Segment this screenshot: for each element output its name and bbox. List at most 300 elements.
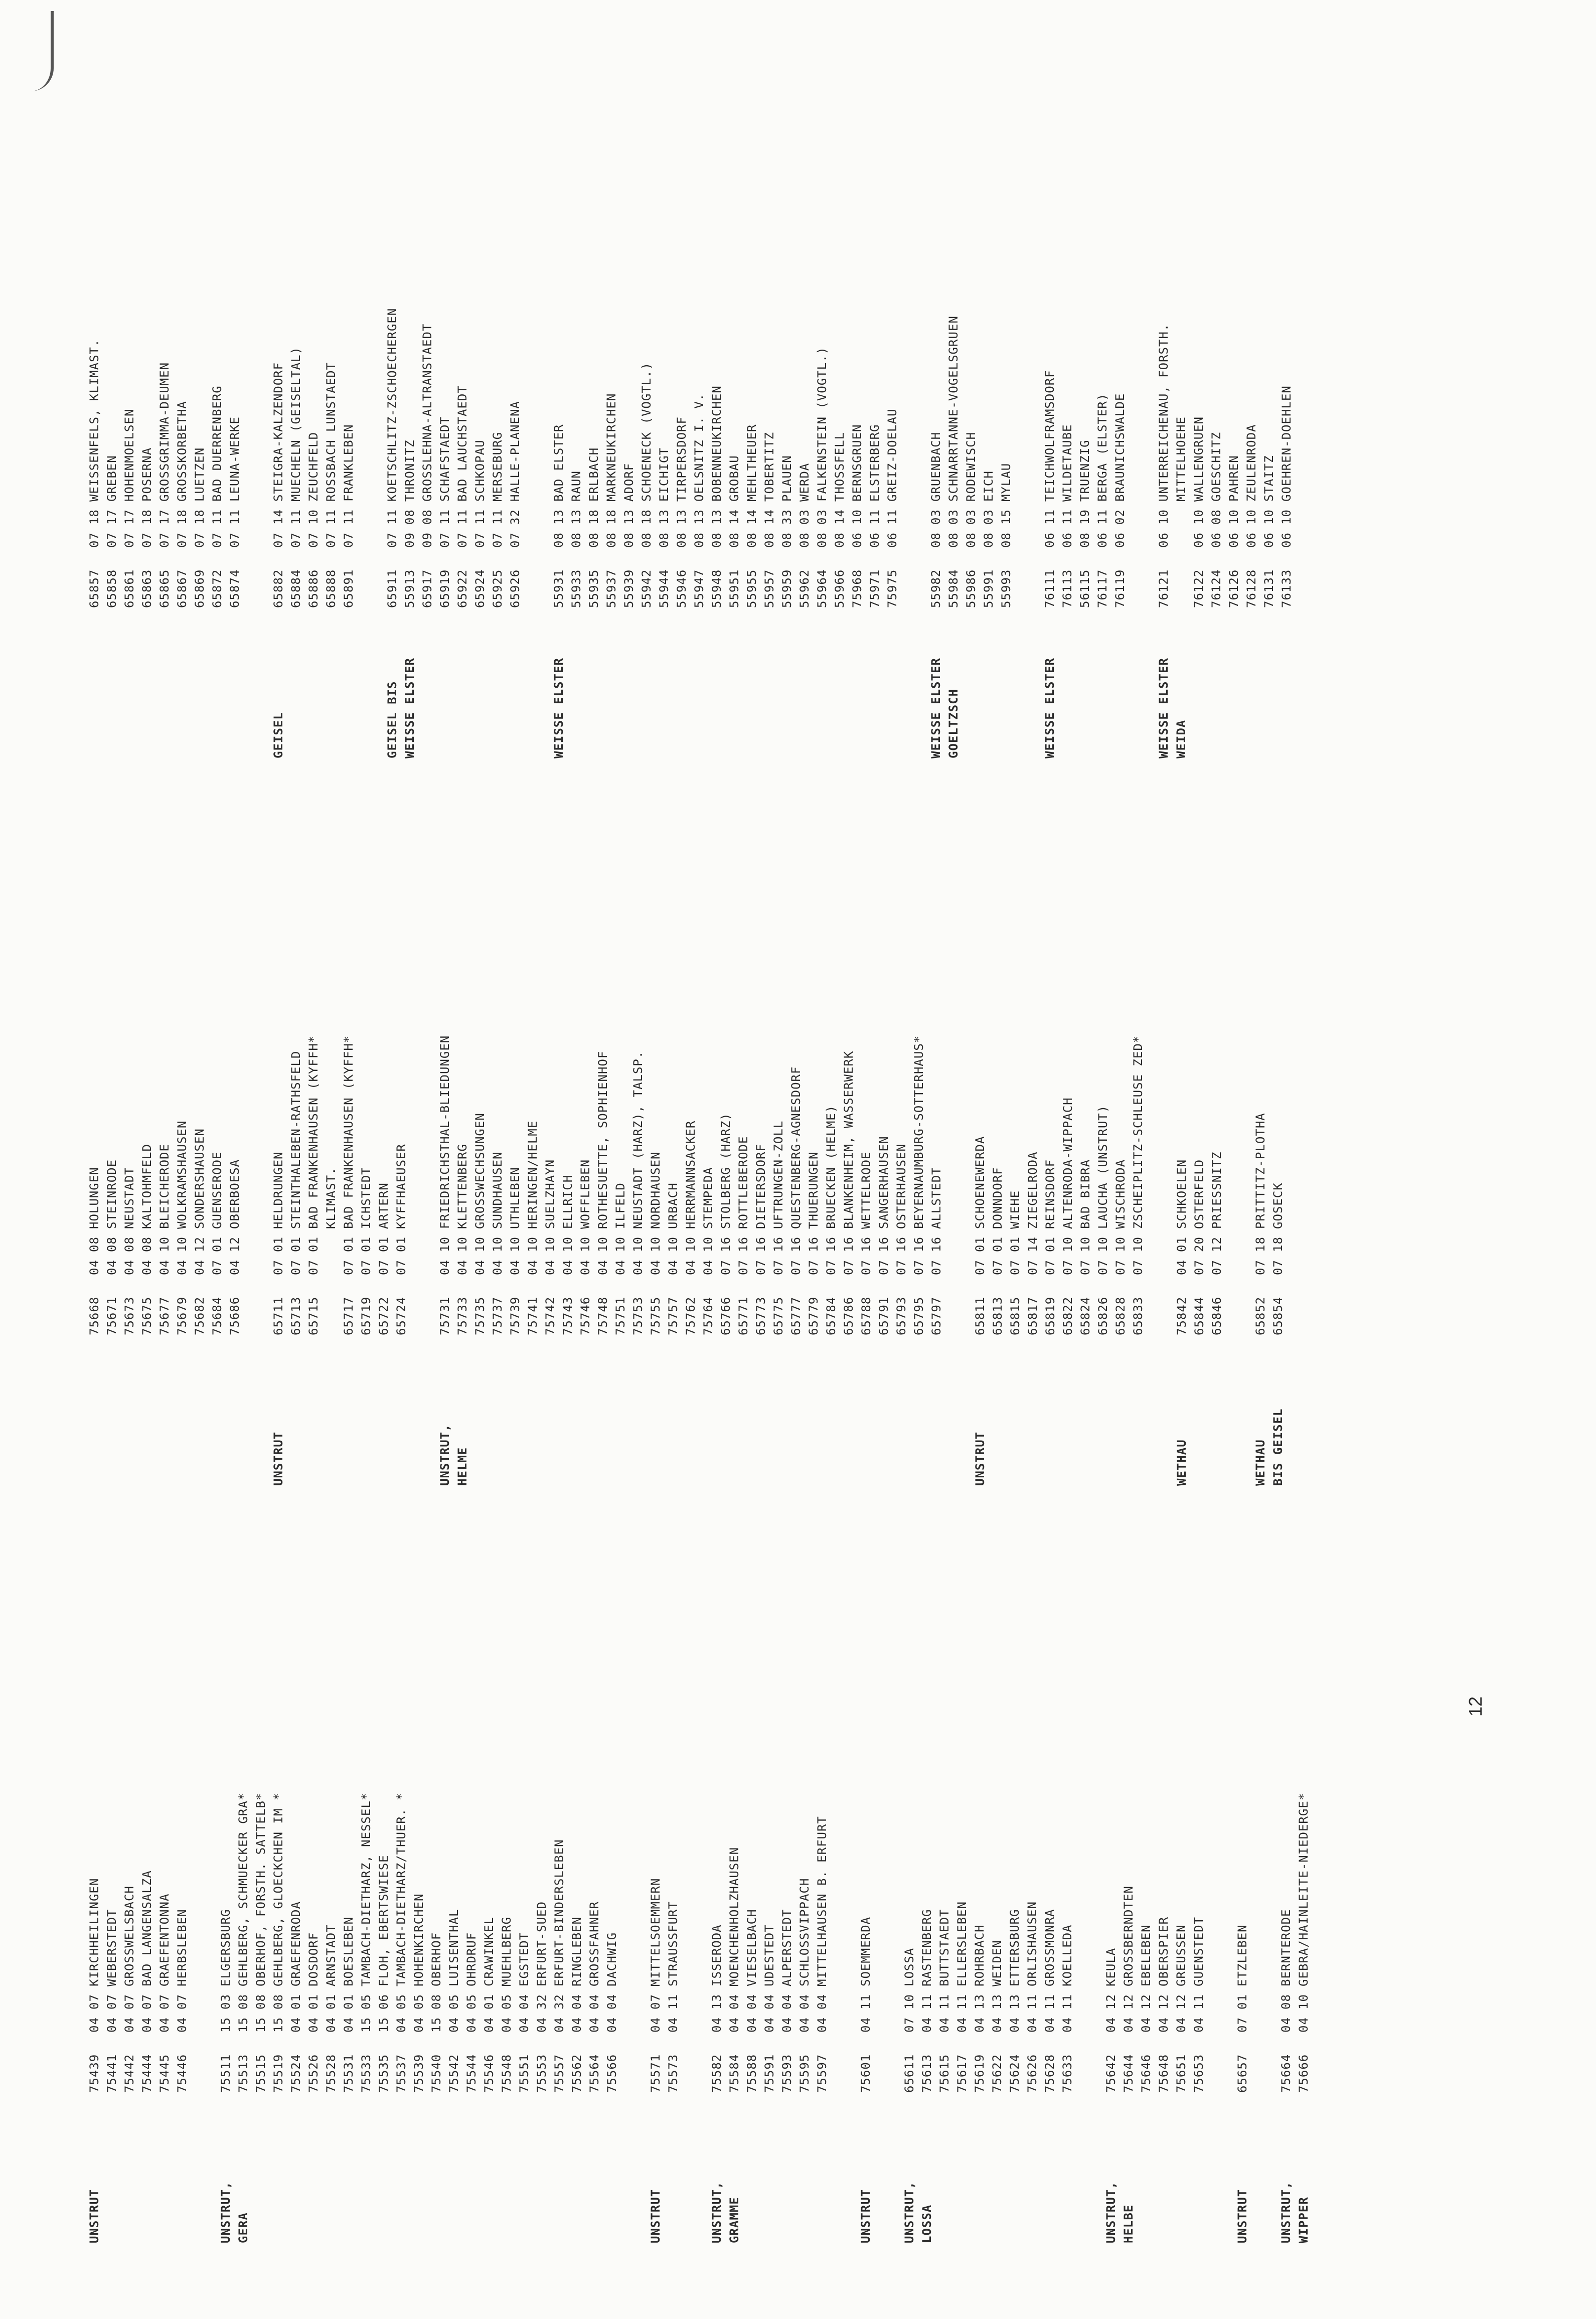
district-code: 07 (649, 1993, 663, 2009)
station-code: 75622 (990, 2054, 1004, 2093)
station-row (910, 763, 928, 1335)
station-code: 75548 (500, 2054, 514, 2093)
station-rows (857, 1521, 875, 2093)
station-row (568, 36, 585, 608)
region-code: 04 (535, 2017, 549, 2033)
station-name: HELDRUNGEN (271, 1151, 285, 1229)
station-code: 75593 (780, 2054, 794, 2093)
region-code: 07 (807, 1259, 821, 1275)
river-group (270, 36, 358, 758)
station-name: KLETTENBERG (455, 1143, 469, 1229)
station-row (323, 763, 340, 1335)
station-code: 55955 (745, 569, 759, 608)
station-name: MITTELSOEMMERN (649, 1878, 663, 1986)
station-code: 75646 (1139, 2054, 1153, 2093)
district-code: 01 (306, 1993, 321, 2009)
station-row (551, 1521, 568, 2093)
station-row (577, 763, 594, 1335)
station-code: 76128 (1244, 569, 1258, 608)
station-name: GEHLBERG, SCHMUECKER GRA* (236, 1792, 250, 1986)
district-code: 08 (254, 1993, 268, 2009)
district-code: 01 (289, 1236, 303, 1252)
region-code: 09 (403, 532, 417, 548)
station-row (866, 36, 884, 608)
station-row (1076, 36, 1094, 608)
station-row (805, 763, 823, 1335)
station-name: MOENCHENHOLZHAUSEN (727, 1846, 741, 1986)
station-code: 65852 (1253, 1296, 1267, 1335)
station-rows (1102, 1521, 1208, 2093)
district-code: 15 (999, 509, 1013, 525)
station-row (498, 1521, 516, 2093)
district-code: 02 (1113, 509, 1127, 525)
station-code: 65724 (394, 1296, 408, 1335)
station-row (86, 1521, 103, 2093)
region-code: 04 (605, 2017, 619, 2033)
station-row (270, 36, 287, 608)
region-code: 04 (955, 2017, 969, 2033)
station-row (252, 1521, 270, 2093)
station-code: 65874 (228, 569, 242, 608)
station-code: 76133 (1280, 569, 1294, 608)
station-code: 75551 (517, 2054, 531, 2093)
district-code: 13 (552, 509, 566, 525)
district-code: 10 (1061, 1236, 1075, 1252)
station-name: KOELLEDA (1060, 1924, 1074, 1986)
station-row (156, 1521, 174, 2093)
station-code: 65795 (912, 1296, 926, 1335)
station-name: DACHWIG (605, 1932, 619, 1986)
station-code: 75439 (87, 2054, 101, 2093)
station-code: 65797 (929, 1296, 943, 1335)
region-code: 07 (193, 532, 207, 548)
station-name: ILFELD (613, 1182, 627, 1229)
station-name: BLANKENHEIM, WASSERWERK (842, 1050, 856, 1229)
river-label: UNSTRUT, GRAMME (710, 2181, 741, 2243)
district-code: 11 (455, 509, 469, 525)
district-code: 11 (289, 509, 303, 525)
station-code: 75644 (1122, 2054, 1136, 2093)
region-code: 04 (1297, 2017, 1311, 2033)
station-row (682, 763, 700, 1335)
station-row (831, 36, 849, 608)
district-code: 10 (543, 1236, 557, 1252)
district-code: 11 (859, 1993, 873, 2009)
region-code: 07 (1235, 2017, 1249, 2033)
river-label: WETHAU BIS GEISEL (1253, 1408, 1285, 1486)
station-name: TEICHWOLFRAMSDORF (1043, 369, 1057, 502)
station-code: 76124 (1209, 569, 1223, 608)
station-row (1024, 1521, 1041, 2093)
station-row (1120, 1521, 1138, 2093)
region-code: 04 (87, 2017, 101, 2033)
region-code: 04 (508, 1259, 522, 1275)
station-code: 75619 (973, 2054, 987, 2093)
district-code: 08 (105, 1236, 119, 1252)
station-row (857, 1521, 875, 2093)
district-code: 33 (780, 509, 794, 525)
station-name: GROSSKORBETHA (175, 400, 189, 502)
station-code: 65833 (1131, 1296, 1145, 1335)
region-code: 07 (157, 532, 172, 548)
station-code: 75751 (613, 1296, 627, 1335)
region-code: 04 (394, 2017, 408, 2033)
station-column-2 (86, 763, 1313, 1486)
station-code: 65854 (1271, 1296, 1285, 1335)
region-code: 15 (271, 2017, 285, 2033)
station-code: 75531 (342, 2054, 356, 2093)
station-name: THRONITZ (403, 439, 417, 502)
region-code: 07 (394, 1259, 408, 1275)
river-label: UNSTRUT (649, 2189, 663, 2243)
region-code: 06 (885, 532, 899, 548)
station-code: 65791 (877, 1296, 891, 1335)
district-code: 01 (324, 1993, 338, 2009)
region-code: 07 (491, 532, 505, 548)
station-name: OHRDRUF (464, 1932, 478, 1986)
region-code: 04 (561, 1259, 575, 1275)
district-code: 16 (877, 1236, 891, 1252)
station-rows (972, 763, 1147, 1335)
station-name: RODEWISCH (964, 431, 978, 502)
station-name: MUECHELN (GEISELTAL) (289, 346, 303, 502)
district-code: 14 (727, 509, 741, 525)
station-code: 75441 (105, 2054, 119, 2093)
district-code: 04 (797, 1993, 812, 2009)
district-code (323, 1229, 340, 1252)
region-code: 04 (438, 1259, 452, 1275)
station-name: TOBERTITZ (762, 431, 776, 502)
station-code: 75540 (429, 2054, 443, 2093)
station-row (1059, 36, 1076, 608)
station-row (972, 763, 989, 1335)
station-code: 65925 (491, 569, 505, 608)
station-name: BLEICHERODE (157, 1143, 172, 1229)
district-code: 32 (535, 1993, 549, 2009)
station-name: OSTERFELD (1192, 1159, 1206, 1229)
region-code: 08 (622, 532, 636, 548)
station-name: FALKENSTEIN (VOGTL.) (815, 346, 829, 502)
station-name: PRITTITZ-PLOTHA (1253, 1112, 1267, 1229)
station-code: 65865 (157, 569, 172, 608)
station-code: 65773 (754, 1296, 768, 1335)
district-code: 01 (271, 1236, 285, 1252)
station-code: 76126 (1227, 569, 1241, 608)
station-rows (550, 36, 901, 608)
station-row (516, 1521, 533, 2093)
station-name: FRANKLEBEN (342, 424, 356, 502)
district-code: 11 (210, 509, 224, 525)
region-code: 08 (946, 532, 961, 548)
station-row (463, 1521, 481, 2093)
region-code: 04 (447, 2017, 461, 2033)
station-name: STEINRODE (105, 1159, 119, 1229)
region-code: 07 (991, 1259, 1005, 1275)
station-name: HERINGEN/HELME (526, 1120, 540, 1229)
station-code: 75664 (1279, 2054, 1293, 2093)
region-code: 04 (482, 2017, 496, 2033)
station-code: 75975 (885, 569, 899, 608)
region-code: 15 (359, 2017, 373, 2033)
region-code: 04 (157, 2017, 172, 2033)
station-code: 65861 (122, 569, 136, 608)
station-row (524, 763, 542, 1335)
region-code: 08 (780, 532, 794, 548)
district-code: 08 (403, 509, 417, 525)
station-name: URBACH (666, 1182, 680, 1229)
region-code: 08 (657, 532, 671, 548)
station-name: BRAUNICHSWALDE (1113, 393, 1127, 502)
region-code: 04 (990, 2017, 1004, 2033)
district-code: 11 (324, 509, 338, 525)
station-name: WEISSENFELS, KLIMAST. (87, 339, 101, 502)
region-code: 06 (1280, 532, 1294, 548)
station-name: ETZLEBEN (1235, 1924, 1249, 1986)
station-name: ARNSTADT (324, 1924, 338, 1986)
station-row (918, 1521, 936, 2093)
district-code: 14 (271, 509, 285, 525)
station-row (1252, 763, 1269, 1335)
district-code: 10 (1297, 1993, 1311, 2009)
station-name: LOSSA (902, 1947, 916, 1986)
district-code: 10 (1262, 509, 1276, 525)
district-code: 01 (1008, 1236, 1022, 1252)
region-code: 04 (464, 2017, 478, 2033)
station-rows (1155, 36, 1296, 608)
region-code: 07 (271, 1259, 285, 1275)
region-code: 08 (675, 532, 689, 548)
page-number: 12 (1465, 1696, 1486, 1717)
station-name: BAD LAUCHSTAEDT (455, 385, 469, 502)
station-name: PAHREN (1227, 454, 1241, 502)
region-code: 07 (1192, 1259, 1206, 1275)
station-row (1208, 763, 1226, 1335)
region-code: 07 (912, 1259, 926, 1275)
district-code: 10 (1078, 1236, 1092, 1252)
station-name: THOSSFELL (833, 431, 847, 502)
district-code: 10 (473, 1236, 487, 1252)
station-code: 65784 (824, 1296, 838, 1335)
station-name: GREIZ-DOELAU (885, 408, 899, 502)
station-code: 75445 (157, 2054, 172, 2093)
station-code: 75731 (438, 1296, 452, 1335)
station-code: 55939 (622, 569, 636, 608)
station-name: KIRCHHEILINGEN (87, 1878, 101, 1986)
scan-edge-mark (31, 11, 54, 91)
region-code: 04 (937, 2017, 951, 2033)
station-code: 55937 (604, 569, 618, 608)
station-row (612, 763, 629, 1335)
district-code: 13 (692, 509, 706, 525)
station-code: 75677 (157, 1296, 172, 1335)
river-label: WEISSE ELSTER (552, 657, 566, 758)
station-row (778, 1521, 796, 2093)
station-name: ALTENRODA-WIPPACH (1061, 1097, 1075, 1229)
station-row (340, 36, 358, 608)
station-code: 55959 (780, 569, 794, 608)
station-name: MERSEBURG (491, 431, 505, 502)
station-row (585, 36, 603, 608)
river-group (1278, 1521, 1313, 2243)
station-row (1007, 763, 1024, 1335)
station-name: HOHENKIRCHEN (412, 1893, 426, 1986)
station-row (665, 763, 682, 1335)
district-code: 08 (87, 1236, 101, 1252)
district-code: 01 (482, 1993, 496, 2009)
station-row (629, 763, 647, 1335)
station-code: 65813 (991, 1296, 1005, 1335)
district-code: 10 (508, 1236, 522, 1252)
station-row (1041, 1521, 1059, 2093)
station-row (287, 1521, 305, 2093)
region-code: 06 (1209, 532, 1223, 548)
region-code: 07 (1008, 1259, 1022, 1275)
station-row (323, 1521, 340, 2093)
river-group (1102, 1521, 1208, 2243)
district-code: 18 (1253, 1236, 1267, 1252)
station-name: GOSECK (1271, 1182, 1285, 1229)
station-name: MITTELHAUSEN B. ERFURT (815, 1815, 829, 1986)
station-row (568, 1521, 586, 2093)
station-row (927, 36, 945, 608)
station-name: MARKNEUKIRCHEN (604, 393, 618, 502)
station-row (603, 1521, 621, 2093)
region-code: 04 (1279, 2017, 1293, 2033)
region-code: 04 (1008, 2017, 1022, 2033)
station-code: 65817 (1026, 1296, 1040, 1335)
station-row (436, 36, 454, 608)
station-code: 65888 (324, 569, 338, 608)
station-code: 65777 (789, 1296, 803, 1335)
station-name: ALLSTEDT (929, 1166, 943, 1229)
river-group (550, 36, 901, 758)
station-code: 75597 (815, 2054, 829, 2093)
station-rows (86, 36, 244, 608)
station-row (638, 36, 656, 608)
region-code: 04 (526, 1259, 540, 1275)
station-rows (1041, 36, 1129, 608)
station-rows (1278, 1521, 1313, 2093)
station-rows (901, 1521, 1076, 2093)
station-name: ROHRBACH (973, 1924, 987, 1986)
station-row (1173, 36, 1190, 608)
station-code: 75682 (193, 1296, 207, 1335)
region-code: 04 (710, 2017, 724, 2033)
station-code: 75671 (105, 1296, 119, 1335)
district-code: 10 (1280, 509, 1294, 525)
station-name: STEINTHALEBEN-RATHSFELD (289, 1050, 303, 1229)
station-code: 65766 (719, 1296, 733, 1335)
station-row (726, 36, 743, 608)
station-name: PLAUEN (780, 454, 794, 502)
station-name: ELLRICH (561, 1174, 575, 1229)
station-name: WOFFLEBEN (578, 1159, 592, 1229)
district-code: 11 (885, 509, 899, 525)
river-label: GEISEL (271, 711, 285, 758)
station-row (1006, 1521, 1024, 2093)
station-row (1243, 36, 1260, 608)
station-rows (647, 1521, 682, 2093)
station-row (1138, 1521, 1155, 2093)
station-row (814, 36, 831, 608)
region-code: 07 (228, 532, 242, 548)
district-code: 01 (991, 1236, 1005, 1252)
region-code: 07 (105, 532, 119, 548)
station-code: 56115 (1078, 569, 1092, 608)
river-group (436, 763, 945, 1486)
district-code: 01 (359, 1236, 373, 1252)
region-code: 07 (175, 532, 189, 548)
district-code: 08 (429, 1993, 443, 2009)
station-name: WOLKRAMSHAUSEN (175, 1120, 189, 1229)
station-code: 75968 (850, 569, 864, 608)
station-code: 55931 (552, 569, 566, 608)
river-group (86, 763, 244, 1486)
station-code: 75748 (596, 1296, 610, 1335)
district-code: 18 (87, 509, 101, 525)
station-row (1111, 36, 1129, 608)
station-row (1041, 36, 1059, 608)
station-code: 65872 (210, 569, 224, 608)
region-code: 04 (473, 1259, 487, 1275)
station-name: GROSSWECHSUNGEN (473, 1112, 487, 1229)
station-code: 75513 (236, 2054, 250, 2093)
station-name: KALTOHMFELD (140, 1143, 154, 1229)
station-code: 55984 (946, 569, 961, 608)
region-code: 04 (1025, 2017, 1039, 2033)
district-code: 11 (1043, 509, 1057, 525)
district-code: 10 (1113, 1236, 1128, 1252)
region-code: 04 (762, 2017, 776, 2033)
station-row (717, 763, 735, 1335)
station-code: 55993 (999, 569, 1013, 608)
district-code: 03 (219, 1993, 233, 2009)
station-row (305, 36, 323, 608)
district-code: 12 (1104, 1993, 1118, 2009)
river-label: GEISEL BIS WEISSE ELSTER (385, 657, 417, 758)
region-code: 04 (1043, 2017, 1057, 2033)
region-code: 04 (517, 2017, 531, 2033)
station-row (559, 763, 577, 1335)
station-name: OBERHOF, FORSTH. SATTELB* (254, 1792, 268, 1986)
region-code: 15 (219, 2017, 233, 2033)
district-code: 10 (649, 1236, 663, 1252)
station-code: 75648 (1157, 2054, 1171, 2093)
station-code: 65858 (105, 569, 119, 608)
station-code: 75737 (491, 1296, 505, 1335)
station-code: 75571 (649, 2054, 663, 2093)
station-row (603, 36, 620, 608)
district-code: 10 (902, 1993, 916, 2009)
region-code: 04 (455, 1259, 469, 1275)
station-name: SCHLOSSVIPPACH (797, 1878, 812, 1986)
district-code: 11 (1095, 509, 1109, 525)
district-code: 10 (631, 1236, 645, 1252)
station-code: 65717 (342, 1296, 356, 1335)
station-name: DONNDORF (991, 1166, 1005, 1229)
station-row (410, 1521, 428, 2093)
district-code: 18 (193, 509, 207, 525)
region-code: 06 (1244, 532, 1258, 548)
station-code: 75511 (219, 2054, 233, 2093)
district-code: 10 (1096, 1236, 1110, 1252)
station-rows (1252, 763, 1287, 1335)
station-name: FLOH, EBERTSWIESE (377, 1854, 391, 1986)
district-code: 08 (1279, 1993, 1293, 2009)
district-code: 10 (306, 509, 321, 525)
district-code: 11 (438, 509, 452, 525)
station-row (594, 763, 612, 1335)
